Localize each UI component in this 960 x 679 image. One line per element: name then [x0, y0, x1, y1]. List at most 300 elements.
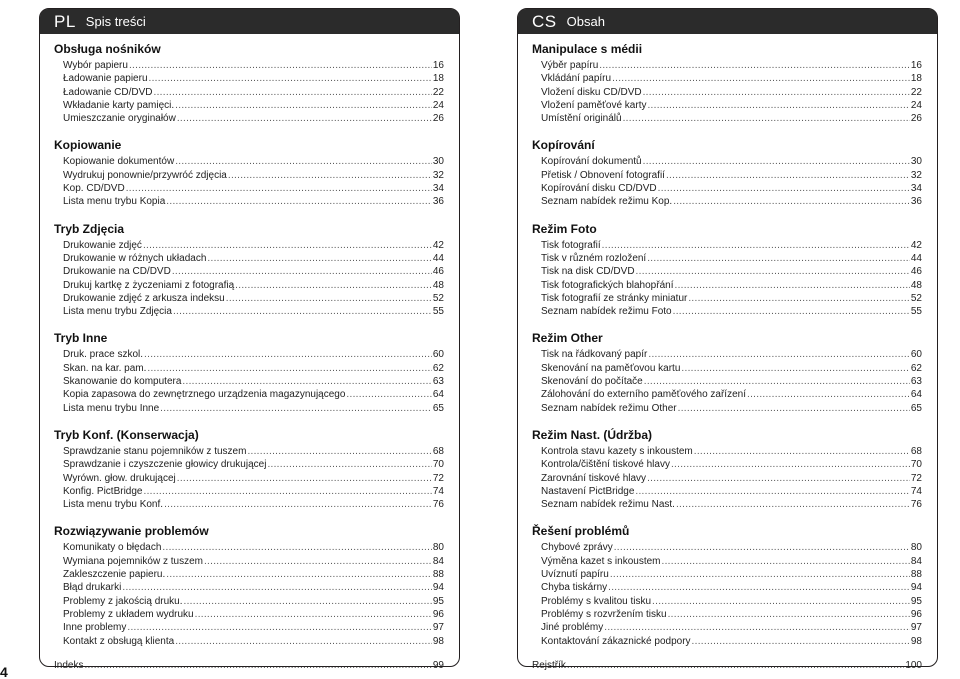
dot-leader: [195, 608, 432, 621]
dot-leader: [175, 635, 432, 648]
entry-page-number: 32: [910, 169, 922, 181]
toc-entry[interactable]: [54, 581, 444, 594]
entry-page-number: 55: [910, 306, 922, 318]
toc-entry[interactable]: [54, 99, 444, 112]
entry-page-number: 42: [910, 239, 922, 251]
entry-text: Indeks: [54, 659, 84, 671]
toc-title: Obsah: [566, 14, 605, 29]
entry-page-number: 46: [432, 266, 444, 278]
toc-entry[interactable]: [54, 265, 444, 278]
entry-text: Jiné problémy: [541, 622, 604, 634]
entry-text: Lista menu trybu Kopia: [63, 196, 166, 208]
entry-text: Drukowanie w różnych układach: [63, 252, 207, 264]
panel-header: [40, 9, 459, 34]
entry-text: Zakleszczenie papieru.: [63, 569, 166, 581]
toc-entry[interactable]: [54, 458, 444, 471]
entry-page-number: 60: [432, 349, 444, 361]
page-number: 4: [0, 664, 8, 679]
dot-leader: [681, 362, 909, 375]
toc-entry[interactable]: [532, 252, 922, 265]
dot-leader: [644, 375, 910, 388]
dot-leader: [608, 581, 910, 594]
dot-leader: [673, 305, 910, 318]
entry-page-number: 52: [432, 292, 444, 304]
entry-text: Kontrola/čištění tiskové hlavy: [541, 459, 670, 471]
entry-text: Zálohování do externího paměťového zařízení: [541, 389, 746, 401]
toc-section: [54, 332, 444, 414]
entry-text: Kopiowanie dokumentów: [63, 156, 175, 168]
dot-leader: [177, 472, 432, 485]
entry-text: Lista menu trybu Konf.: [63, 499, 164, 511]
toc-entry[interactable]: [54, 472, 444, 485]
toc-section: [54, 525, 444, 647]
toc-entry[interactable]: [532, 348, 922, 361]
toc-entry[interactable]: [54, 169, 444, 182]
entry-page-number: 65: [432, 402, 444, 414]
entry-page-number: 36: [432, 196, 444, 208]
toc-entry[interactable]: [532, 86, 922, 99]
dot-leader: [676, 498, 910, 511]
section-title: Tryb Zdjęcia: [54, 221, 125, 236]
entry-page-number: 74: [910, 485, 922, 497]
toc-panel-pl: [39, 8, 460, 671]
entry-page-number: 63: [432, 376, 444, 388]
entry-page-number: 72: [432, 472, 444, 484]
section-title: Tryb Inne: [54, 331, 108, 346]
entry-page-number: 26: [432, 113, 444, 125]
dot-leader: [235, 279, 432, 292]
entry-page-number: 99: [432, 659, 444, 671]
entry-text: Skanowanie do komputera: [63, 376, 182, 388]
entry-text: Drukowanie zdjęć: [63, 239, 142, 251]
entry-page-number: 74: [432, 485, 444, 497]
entry-page-number: 76: [432, 499, 444, 511]
entry-page-number: 65: [910, 402, 922, 414]
dot-leader: [604, 621, 910, 634]
entry-page-number: 94: [432, 582, 444, 594]
entry-text: Druk. prace szkol.: [63, 349, 144, 361]
entry-page-number: 62: [432, 362, 444, 374]
dot-leader: [567, 659, 904, 672]
entry-page-number: 18: [910, 73, 922, 85]
dot-leader: [204, 555, 432, 568]
entry-text: Skenování na paměťovou kartu: [541, 362, 681, 374]
dot-leader: [602, 239, 910, 252]
entry-text: Tisk na disk CD/DVD: [541, 266, 635, 278]
entry-page-number: 26: [910, 113, 922, 125]
entry-text: Umístění originálů: [541, 113, 622, 125]
dot-leader: [162, 541, 431, 554]
toc-section: [532, 332, 922, 414]
dot-leader: [184, 595, 432, 608]
entry-page-number: 95: [432, 595, 444, 607]
dot-leader: [228, 169, 432, 182]
entry-text: Drukowanie zdjęć z arkusza indeksu: [63, 292, 225, 304]
toc-entry[interactable]: [532, 402, 922, 415]
entry-page-number: 18: [432, 73, 444, 85]
toc-entry[interactable]: [532, 568, 922, 581]
entry-page-number: 63: [910, 376, 922, 388]
entry-page-number: 32: [432, 169, 444, 181]
toc-entry[interactable]: [532, 595, 922, 608]
entry-text: Kontakt z obsługą klienta: [63, 635, 175, 647]
toc-entry[interactable]: [54, 112, 444, 125]
dot-leader: [666, 169, 910, 182]
language-code: CS: [532, 11, 557, 31]
entry-page-number: 30: [432, 156, 444, 168]
entry-text: Ładowanie papieru: [63, 73, 148, 85]
entry-text: Wydrukuj ponownie/przywróć zdjęcia: [63, 169, 227, 181]
section-title: Obsługa nośników: [54, 42, 161, 56]
toc-entry[interactable]: [54, 195, 444, 208]
toc-entry[interactable]: [532, 155, 922, 168]
entry-text: Kop. CD/DVD: [63, 183, 125, 195]
entry-page-number: 76: [910, 499, 922, 511]
dot-leader: [166, 195, 432, 208]
entry-text: Tisk fotografických blahopřání: [541, 279, 674, 291]
entry-page-number: 68: [432, 445, 444, 457]
entry-page-number: 48: [432, 279, 444, 291]
section-title: Režim Nast. (Údržba): [532, 427, 653, 442]
dot-leader: [658, 182, 910, 195]
section-title: Režim Other: [532, 331, 603, 346]
language-code: PL: [54, 11, 76, 31]
entry-page-number: 98: [910, 635, 922, 647]
entry-text: Problemy z jakością druku.: [63, 595, 183, 607]
toc-entry[interactable]: [532, 182, 922, 195]
dot-leader: [610, 568, 910, 581]
dot-leader: [599, 59, 910, 72]
entry-page-number: 42: [432, 239, 444, 251]
toc-entry[interactable]: [532, 445, 922, 458]
entry-page-number: 84: [432, 555, 444, 567]
toc-entry[interactable]: [532, 485, 922, 498]
dot-leader: [175, 155, 432, 168]
entry-page-number: 22: [910, 86, 922, 98]
entry-text: Konfig. PictBridge: [63, 485, 143, 497]
toc-entry[interactable]: [54, 388, 444, 401]
section-title: Řešení problémů: [532, 524, 630, 539]
dot-leader: [164, 498, 432, 511]
entry-text: Kontrola stavu kazety s inkoustem: [541, 445, 693, 457]
dot-leader: [648, 348, 910, 361]
entry-page-number: 48: [910, 279, 922, 291]
toc-entry[interactable]: [532, 621, 922, 634]
entry-text: Komunikaty o błędach: [63, 542, 162, 554]
dot-leader: [652, 595, 910, 608]
dot-leader: [126, 182, 432, 195]
dot-leader: [643, 155, 910, 168]
entry-page-number: 84: [910, 555, 922, 567]
section-title: Kopiowanie: [54, 138, 122, 153]
toc-entry[interactable]: [532, 195, 922, 208]
toc-entry[interactable]: [54, 182, 444, 195]
toc-section: [532, 525, 922, 647]
entry-page-number: 64: [910, 389, 922, 401]
entry-text: Výběr papíru: [541, 60, 599, 71]
entry-text: Kopírování dokumentů: [541, 156, 642, 168]
entry-text: Tisk na řádkovaný papír: [541, 349, 648, 361]
dot-leader: [149, 72, 432, 85]
entry-page-number: 60: [910, 349, 922, 361]
toc-section: [54, 43, 444, 125]
dot-leader: [678, 402, 910, 415]
dot-leader: [647, 99, 909, 112]
toc-entry[interactable]: [532, 541, 922, 554]
toc-body: [532, 43, 922, 672]
dot-leader: [122, 581, 432, 594]
toc-entry[interactable]: [532, 305, 922, 318]
toc-entry[interactable]: [532, 112, 922, 125]
toc-entry[interactable]: [54, 86, 444, 99]
toc-entry[interactable]: [532, 375, 922, 388]
entry-page-number: 46: [910, 266, 922, 278]
toc-entry[interactable]: [532, 72, 922, 85]
toc-section: [532, 429, 922, 511]
entry-text: Problémy s rozvržením tisku: [541, 608, 667, 620]
entry-text: Kopia zapasowa do zewnętrznego urządzenia magazynującego: [63, 389, 346, 401]
dot-leader: [668, 608, 910, 621]
dot-leader: [207, 252, 431, 265]
entry-text: Vložení paměťové karty: [541, 99, 647, 111]
toc-entry[interactable]: [54, 498, 444, 511]
entry-page-number: 100: [905, 659, 922, 671]
entry-text: Wybór papieru: [63, 60, 128, 71]
dot-leader: [247, 445, 431, 458]
entry-text: Tisk fotografií: [541, 239, 601, 251]
entry-text: Vkládání papíru: [541, 73, 612, 85]
section-title: Manipulace s médii: [532, 42, 643, 56]
toc-entry[interactable]: [54, 348, 444, 361]
entry-page-number: 68: [910, 445, 922, 457]
toc-entry[interactable]: [54, 445, 444, 458]
entry-text: Błąd drukarki: [63, 582, 122, 594]
toc-entry[interactable]: [532, 59, 922, 72]
section-title: Tryb Konf. (Konserwacja): [54, 427, 199, 442]
dot-leader: [84, 659, 431, 672]
toc-section: [54, 223, 444, 319]
toc-entry[interactable]: [532, 279, 922, 292]
toc-entry[interactable]: [54, 635, 444, 648]
toc-entry[interactable]: [54, 402, 444, 415]
toc-entry[interactable]: [532, 292, 922, 305]
toc-entry[interactable]: [532, 99, 922, 112]
toc-entry[interactable]: [54, 485, 444, 498]
entry-text: Výměna kazet s inkoustem: [541, 555, 661, 567]
toc-entry[interactable]: [54, 362, 444, 375]
entry-text: Zarovnání tiskové hlavy: [541, 472, 647, 484]
dot-leader: [172, 265, 432, 278]
toc-panel-cs: [517, 8, 938, 671]
dot-leader: [177, 112, 432, 125]
toc-entry[interactable]: [532, 635, 922, 648]
entry-page-number: 34: [432, 183, 444, 195]
entry-page-number: 80: [432, 542, 444, 554]
entry-page-number: 88: [910, 569, 922, 581]
entry-page-number: 97: [910, 622, 922, 634]
dot-leader: [671, 458, 910, 471]
dot-leader: [144, 348, 432, 361]
entry-text: Seznam nabídek režimu Foto: [541, 306, 672, 318]
dot-leader: [673, 195, 910, 208]
toc-entry[interactable]: [54, 595, 444, 608]
toc-entry[interactable]: [532, 362, 922, 375]
entry-page-number: 80: [910, 542, 922, 554]
toc-entry[interactable]: [54, 72, 444, 85]
toc-entry[interactable]: [532, 498, 922, 511]
entry-text: Tisk fotografií ze stránky miniatur: [541, 292, 688, 304]
dot-leader: [643, 86, 910, 99]
section-title: Rozwiązywanie problemów: [54, 524, 209, 539]
dot-leader: [147, 362, 431, 375]
toc-index-entry[interactable]: [532, 659, 922, 672]
toc-entry[interactable]: [54, 59, 444, 72]
entry-text: Skan. na kar. pam.: [63, 362, 147, 374]
entry-text: Problemy z układem wydruku: [63, 608, 194, 620]
dot-leader: [144, 485, 432, 498]
entry-page-number: 64: [432, 389, 444, 401]
entry-page-number: 44: [910, 252, 922, 264]
entry-page-number: 24: [910, 99, 922, 111]
dot-leader: [614, 541, 910, 554]
entry-page-number: 44: [432, 252, 444, 264]
entry-page-number: 72: [910, 472, 922, 484]
toc-entry[interactable]: [532, 555, 922, 568]
entry-text: Seznam nabídek režimu Kop.: [541, 196, 673, 208]
dot-leader: [612, 72, 910, 85]
entry-page-number: 16: [432, 60, 444, 71]
toc-section: [532, 223, 922, 319]
entry-text: Ładowanie CD/DVD: [63, 86, 153, 98]
toc-section: [54, 139, 444, 208]
toc-entry[interactable]: [532, 169, 922, 182]
toc-entry[interactable]: [54, 375, 444, 388]
dot-leader: [182, 375, 431, 388]
entry-page-number: 34: [910, 183, 922, 195]
toc-section: [532, 43, 922, 125]
section-title: Kopírování: [532, 138, 595, 153]
toc-entry[interactable]: [54, 621, 444, 634]
entry-page-number: 70: [432, 459, 444, 471]
section-title: Režim Foto: [532, 221, 597, 236]
entry-text: Wymiana pojemników z tuszem: [63, 555, 203, 567]
toc-entry[interactable]: [532, 458, 922, 471]
toc-entry[interactable]: [54, 541, 444, 554]
toc-entry[interactable]: [54, 279, 444, 292]
entry-page-number: 36: [910, 196, 922, 208]
entry-page-number: 95: [910, 595, 922, 607]
entry-text: Kontaktování zákaznické podpory: [541, 635, 691, 647]
dot-leader: [694, 445, 910, 458]
dot-leader: [129, 59, 432, 72]
entry-text: Wkładanie karty pamięci.: [63, 99, 175, 111]
dot-leader: [160, 402, 432, 415]
dot-leader: [154, 86, 432, 99]
toc-entry[interactable]: [532, 239, 922, 252]
entry-text: Chyba tiskárny: [541, 582, 608, 594]
dot-leader: [635, 485, 909, 498]
entry-text: Vložení disku CD/DVD: [541, 86, 642, 98]
entry-page-number: 16: [910, 60, 922, 71]
entry-text: Seznam nabídek režimu Other: [541, 402, 677, 414]
entry-page-number: 22: [432, 86, 444, 98]
toc-entry[interactable]: [532, 265, 922, 278]
dot-leader: [127, 621, 432, 634]
entry-page-number: 52: [910, 292, 922, 304]
toc-body: [54, 43, 444, 672]
entry-text: Sprawdzanie i czyszczenie głowicy drukującej: [63, 459, 267, 471]
toc-entry[interactable]: [54, 608, 444, 621]
entry-text: Umieszczanie oryginałów: [63, 113, 176, 125]
entry-page-number: 55: [432, 306, 444, 318]
toc-entry[interactable]: [54, 155, 444, 168]
entry-text: Přetisk / Obnovení fotografií: [541, 169, 665, 181]
entry-page-number: 98: [432, 635, 444, 647]
dot-leader: [692, 635, 910, 648]
dot-leader: [747, 388, 910, 401]
dot-leader: [662, 555, 910, 568]
panel-header: [518, 9, 937, 34]
toc-entry[interactable]: [54, 252, 444, 265]
dot-leader: [688, 292, 910, 305]
toc-entry[interactable]: [54, 555, 444, 568]
dot-leader: [674, 279, 909, 292]
entry-text: Problémy s kvalitou tisku: [541, 595, 652, 607]
entry-text: Kopírování disku CD/DVD: [541, 183, 657, 195]
toc-entry[interactable]: [54, 568, 444, 581]
entry-page-number: 30: [910, 156, 922, 168]
dot-leader: [175, 99, 432, 112]
dot-leader: [647, 472, 910, 485]
toc-section: [532, 139, 922, 208]
dot-leader: [636, 265, 910, 278]
dot-leader: [346, 388, 431, 401]
entry-text: Seznam nabídek režimu Nast.: [541, 499, 675, 511]
toc-entry[interactable]: [54, 292, 444, 305]
toc-entry[interactable]: [532, 472, 922, 485]
entry-page-number: 88: [432, 569, 444, 581]
dot-leader: [173, 305, 432, 318]
toc-index-entry[interactable]: [54, 659, 444, 672]
dot-leader: [226, 292, 432, 305]
entry-text: Lista menu trybu Inne: [63, 402, 160, 414]
toc-title: Spis treści: [85, 14, 146, 29]
toc-entry[interactable]: [532, 388, 922, 401]
toc-entry[interactable]: [532, 581, 922, 594]
dot-leader: [166, 568, 432, 581]
entry-page-number: 70: [910, 459, 922, 471]
toc-entry[interactable]: [54, 239, 444, 252]
dot-leader: [647, 252, 910, 265]
entry-text: Tisk v různém rozložení: [541, 252, 647, 264]
entry-page-number: 94: [910, 582, 922, 594]
entry-text: Nastavení PictBridge: [541, 485, 635, 497]
toc-entry[interactable]: [532, 608, 922, 621]
entry-page-number: 96: [910, 608, 922, 620]
entry-text: Wyrówn. głow. drukującej: [63, 472, 176, 484]
toc-entry[interactable]: [54, 305, 444, 318]
entry-text: Chybové zprávy: [541, 542, 613, 554]
entry-text: Drukowanie na CD/DVD: [63, 266, 171, 278]
dot-leader: [623, 112, 910, 125]
entry-text: Skenování do počítače: [541, 376, 643, 388]
entry-text: Rejstřík: [532, 659, 566, 671]
entry-text: Uvíznutí papíru: [541, 569, 609, 581]
entry-page-number: 24: [432, 99, 444, 111]
dot-leader: [267, 458, 431, 471]
entry-page-number: 97: [432, 622, 444, 634]
entry-page-number: 62: [910, 362, 922, 374]
